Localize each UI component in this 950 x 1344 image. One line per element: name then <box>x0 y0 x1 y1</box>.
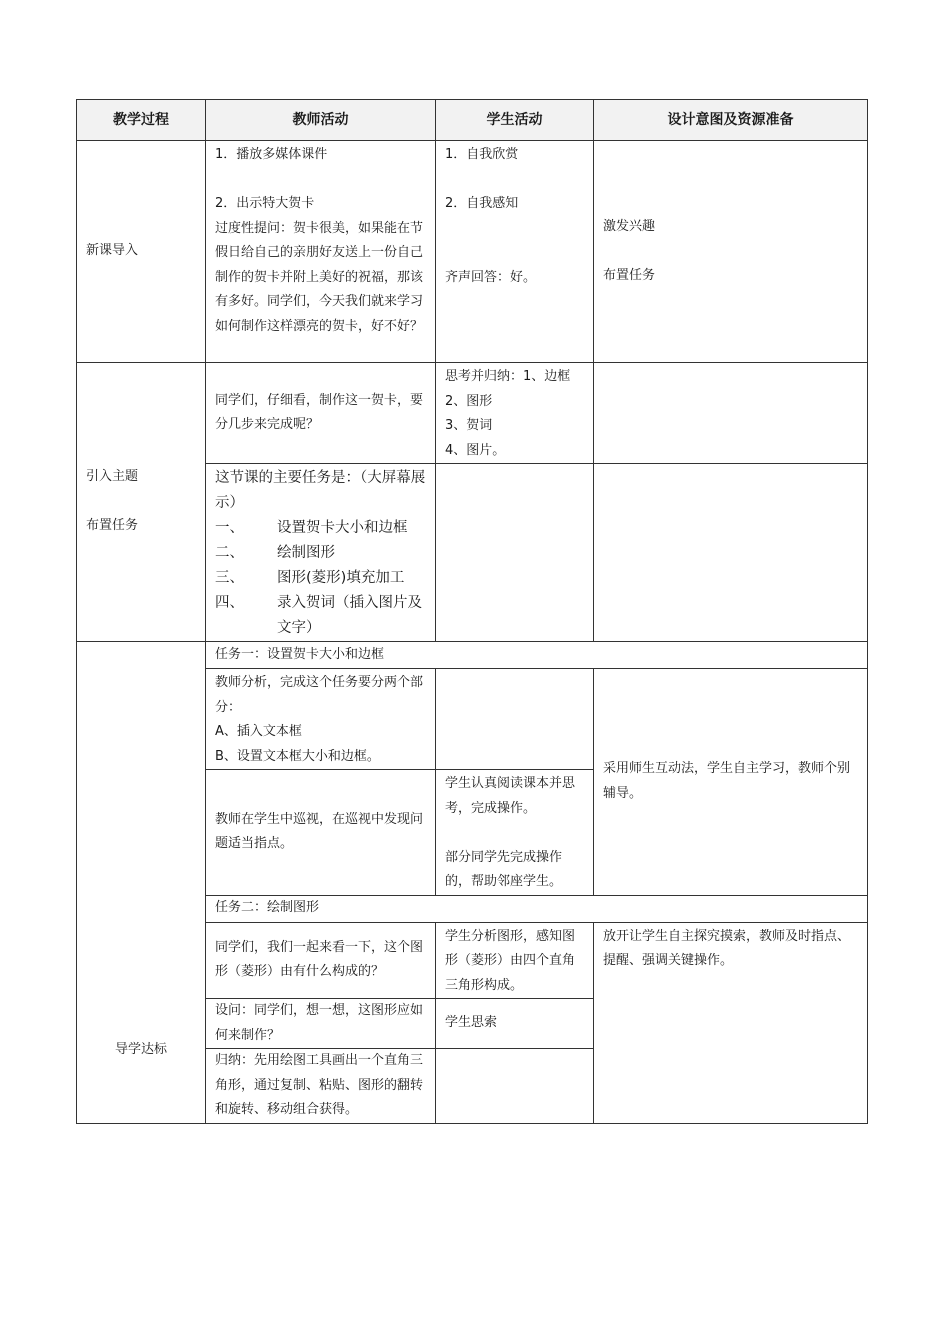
theme-answer-line1: 思考并归纳：1、边框 <box>445 369 571 384</box>
task2-teacher-q1: 同学们，我们一起来看一下，这个图形（菱形）由有什么构成的？ <box>206 922 436 999</box>
intro-teacher-item2: 2．出示特大贺卡 <box>215 196 315 211</box>
intro-design <box>594 141 868 363</box>
task-list-item: 一、 设置贺卡大小和边框 <box>215 520 408 536</box>
guide-stage <box>77 642 206 1124</box>
task1-title-row <box>77 642 868 669</box>
header-student: 学生活动 <box>436 100 594 141</box>
intro-teacher <box>206 141 436 363</box>
intro-student-item2: 2．自我感知 <box>445 196 519 211</box>
lesson-plan-table <box>76 99 868 1124</box>
theme-answer-line3: 3、贺词 <box>445 418 493 433</box>
task-list-item: 四、 录入贺词（插入图片及文字） <box>215 595 422 636</box>
task1-analysis-line1: 教师分析，完成这个任务要分两个部分： <box>215 675 424 715</box>
task1-design: 采用师生互动法，学生自主学习，教师个别辅导。 <box>594 669 868 896</box>
task2-title: 任务二：绘制图形 <box>206 895 868 922</box>
task-list-item: 三、 图形(菱形)填充加工 <box>215 570 405 586</box>
intro-student-item1: 1．自我欣赏 <box>445 147 519 162</box>
task2-teacher-q2: 设问：同学们，想一想，这图形应如何来制作？ <box>206 999 436 1049</box>
header-design: 设计意图及资源准备 <box>594 100 868 141</box>
header-process: 教学过程 <box>77 100 206 141</box>
theme-stage-line2: 布置任务 <box>86 518 139 534</box>
intro-row <box>77 141 868 363</box>
task1-teacher-patrol: 教师在学生中巡视，在巡视中发现问题适当指点。 <box>206 770 436 896</box>
task2-teacher-summary: 归纳：先用绘图工具画出一个直角三角形，通过复制、粘贴、图形的翻转和旋转、移动组合获得。 <box>206 1049 436 1124</box>
task2-student-empty <box>436 1049 594 1124</box>
intro-teacher-item1: 1．播放多媒体课件 <box>215 147 328 162</box>
header-teacher: 教师活动 <box>206 100 436 141</box>
task1-student-empty <box>436 669 594 770</box>
intro-design-line1: 激发兴趣 <box>603 219 656 234</box>
theme-row-1 <box>77 363 868 464</box>
theme-teacher-question: 同学们，仔细看，制作这一贺卡，要分几步来完成呢？ <box>206 363 436 464</box>
intro-stage: 新课导入 <box>77 141 206 363</box>
task1-analysis-line3: B、设置文本框大小和边框。 <box>215 748 380 764</box>
theme-stage <box>77 363 206 642</box>
task1-analysis-line2: A、插入文本框 <box>215 724 302 739</box>
task1-student-read: 学生认真阅读课本并思考，完成操作。 <box>445 776 576 816</box>
task2-student-a2: 学生思索 <box>436 999 594 1049</box>
theme-design-empty <box>594 363 868 464</box>
task-list-item: 二、 绘制图形 <box>215 545 335 561</box>
theme-design-empty-2 <box>594 464 868 642</box>
task2-design: 放开让学生自主探究摸索，教师及时指点、提醒、强调关键操作。 <box>594 922 868 1123</box>
task1-student <box>436 770 594 896</box>
intro-student <box>436 141 594 363</box>
intro-design-line2: 布置任务 <box>603 268 656 283</box>
task1-teacher-analysis <box>206 669 436 770</box>
theme-student-empty <box>436 464 594 642</box>
theme-student-answer <box>436 363 594 464</box>
header-row <box>77 100 868 141</box>
intro-teacher-question: 过度性提问：贺卡很美，如果能在节假日给自己的亲朋好友送上一份自己制作的贺卡并附上美好的祝福，那该有多好。同学们，今天我们就来学习如何制作这样漂亮的贺卡，好不好？ <box>215 220 424 334</box>
theme-tasks <box>206 464 436 642</box>
task1-student-help: 部分同学先完成操作的，帮助邻座学生。 <box>445 849 563 889</box>
task1-title: 任务一：设置贺卡大小和边框 <box>206 642 868 669</box>
theme-tasks-intro: 这节课的主要任务是：（大屏幕展示） <box>215 470 426 511</box>
theme-answer-line2: 2、图形 <box>445 393 493 409</box>
theme-answer-line4: 4、图片。 <box>445 442 506 458</box>
theme-stage-line1: 引入主题 <box>86 469 139 485</box>
guide-stage-label: 导学达标 <box>114 1042 167 1057</box>
intro-student-answer: 齐声回答：好。 <box>445 269 537 285</box>
task2-student-a1: 学生分析图形，感知图形（菱形）由四个直角三角形构成。 <box>436 922 594 999</box>
